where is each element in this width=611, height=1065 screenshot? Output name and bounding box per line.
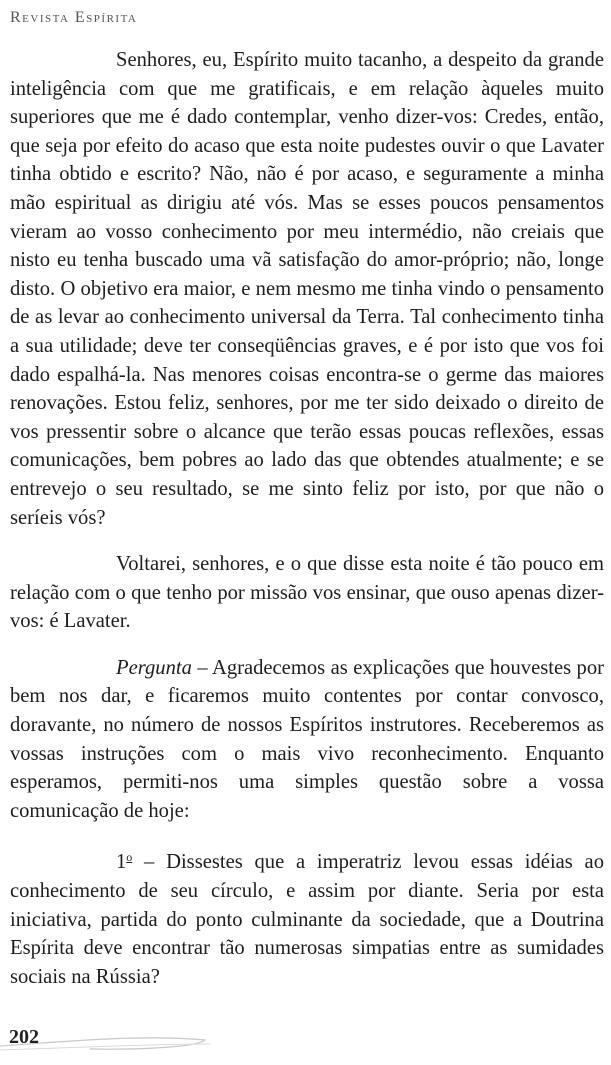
running-head: Revista Espírita	[10, 9, 138, 26]
paragraph-1: Senhores, eu, Espírito muito tacanho, a despeito da grande inteligência com que me gratificais, e em relação àqueles muito superiores que me é dado contemplar, venho dizer-vos: Credes, então, que seja por efeito do acaso que esta noite pudestes ouvir o que Lavater tinha obtido e escrito? Não, não é por acaso, e seguramente a minha mão espiritual as dirigiu até vós. Mas se esses poucos pensamentos vieram ao vosso conhecimento por meu intermédio, não creiais que nisto eu tenha buscado uma vã satisfação do amor-próprio; não, longe disto. O objetivo era maior, e nem mesmo me tinha vindo o pensamento de as levar ao conhecimento universal da Terra. Tal conhecimento tinha a sua utilidade; deve ter conseqüências graves, e é por isto que vos foi dado espalhá-la. Nas menores coisas encontra-se o germe das maiores renovações. Estou feliz, senhores, por me ter sido deixado o direito de vos pressentir sobre o alcance que terão essas poucas reflexões, essas comunicações, bem pobres ao lado das que obtendes atualmente; e se entrevejo o seu resultado, se me sinto feliz por isto, por que não o seríeis vós?	[10, 49, 604, 529]
item-number: 1	[116, 851, 127, 874]
question-text: – Agradecemos as explicações que houvestes por bem nos dar, e ficaremos muito contentes por contar convosco, doravante, no número de nossos Espíritos instrutores. Receberemos as vossas instruções com o mais vivo reconhecimento. Enquanto esperamos, permiti-nos uma simples questão sobre a vossa comunicação de hoje:	[10, 656, 604, 822]
page-body	[10, 46, 604, 991]
item-ordinal: o	[126, 850, 133, 865]
paragraph-2: Voltarei, senhores, e o que disse esta noite é tão pouco em relação com o que tenho por missão vos ensinar, que ouso apenas dizer-vos: é Lavater.	[10, 553, 604, 633]
page-number: 202	[9, 1026, 39, 1048]
item-text: – Dissestes que a imperatriz levou essas idéias ao conhecimento de seu círculo, e assim por diante. Seria por esta iniciativa, partida do ponto culminante da sociedade, que a Doutrina Espírita deve encontrar tão numerosas simpatias entre as sumidades sociais na Rússia?	[10, 851, 604, 988]
item-paragraph	[10, 843, 604, 991]
question-paragraph	[10, 654, 604, 826]
question-lead: Pergunta	[116, 656, 192, 679]
